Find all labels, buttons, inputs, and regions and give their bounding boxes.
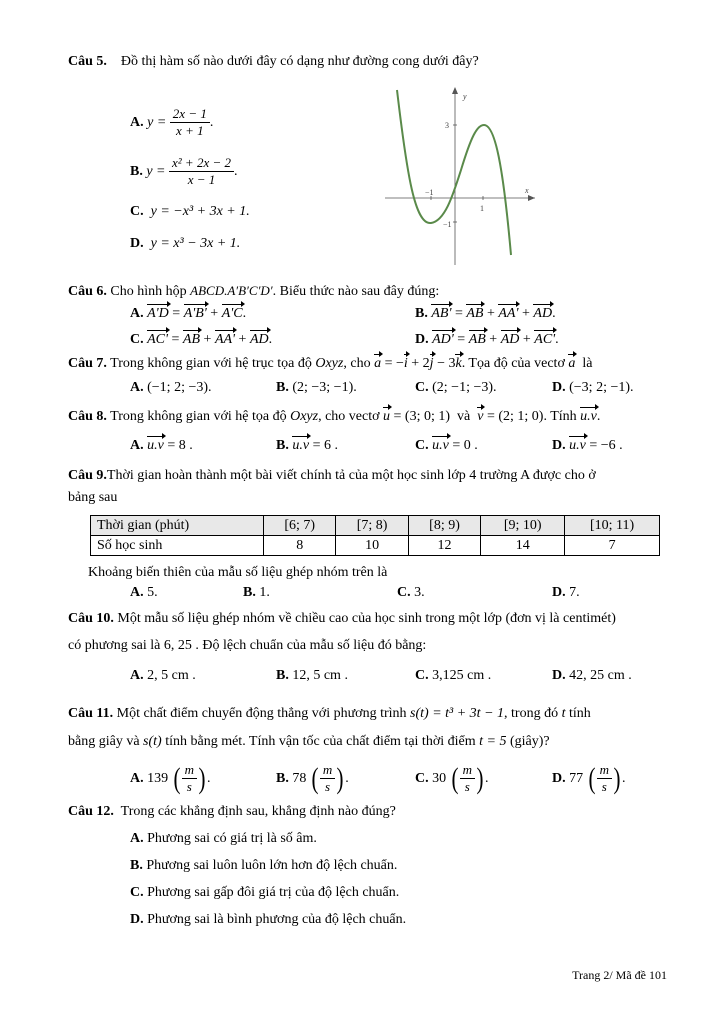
q5-option-c[interactable]: C. y = −x³ + 3x + 1.: [130, 204, 250, 219]
q9-option-d[interactable]: D. 7.: [552, 585, 580, 600]
page-footer: Trang 2/ Mã đề 101: [572, 968, 667, 982]
q6-option-d[interactable]: D. AD' = AB + AD + AC'.: [415, 332, 559, 347]
q10-option-c[interactable]: C. 3,125 cm .: [415, 668, 492, 683]
q9-option-c[interactable]: C. 3.: [397, 585, 425, 600]
q7-stem: Câu 7. Trong không gian với hệ trục tọa độ Oxyz, cho a = −i + 2j − 3k. Tọa độ của vectơ a là: [68, 356, 593, 371]
q8-option-d[interactable]: D. u.v = −6 .: [552, 438, 623, 453]
q5-option-d[interactable]: D. y = x³ − 3x + 1.: [130, 236, 241, 251]
q5-b-fraction: $\frac{\text{x² + 2x − 2}}{x - 1}$: [169, 155, 234, 188]
q7-option-d[interactable]: D. (−3; 2; −1).: [552, 380, 634, 395]
graph-y-arrow: [452, 87, 458, 94]
graph-x-arrow: [528, 195, 535, 201]
graph-curve: [397, 90, 511, 255]
q8-option-b[interactable]: B. u.v = 6 .: [276, 438, 338, 453]
graph-tick-1: 1: [480, 204, 484, 213]
q5-option-a[interactable]: A. y = $\frac{2x - 1}{x + 1}$ .: [130, 106, 214, 138]
graph-tick-neg1x: −1: [425, 188, 434, 197]
table-header-count: Số học sinh: [91, 536, 264, 556]
q6-option-c[interactable]: C. AC' = AB + AA' + AD.: [130, 332, 273, 347]
q5-a-fraction: $\frac{2x - 1}{x + 1}$: [170, 106, 210, 139]
q9-question: Khoảng biến thiên của mẫu số liệu ghép nhóm trên là: [88, 565, 388, 580]
q12-option-b[interactable]: B. Phương sai luôn luôn lớn hơn độ lệch chuẩn.: [130, 858, 398, 873]
q11-option-a[interactable]: A. 139 ( $\frac{m}{s}$ ) .: [130, 761, 211, 795]
q5-stem: [68, 54, 479, 70]
q9-stem: Câu 9.Thời gian hoàn thành một bài viết chính tả của một học sinh lớp 4 trường A được cho ở: [68, 468, 596, 483]
q7-option-b[interactable]: B. (2; −3; −1).: [276, 380, 357, 395]
graph-tick-neg1y: −1: [443, 220, 452, 229]
q7-option-c[interactable]: C. (2; −1; −3).: [415, 380, 497, 395]
q10-option-b[interactable]: B. 12, 5 cm .: [276, 668, 348, 683]
q11-option-c[interactable]: C. 30 ( $\frac{m}{s}$ ) .: [415, 761, 489, 795]
q8-stem: Câu 8. Trong không gian với hệ tọa độ Oxyz, cho vectơ u = (3; 0; 1) và v = (2; 1; 0). Tính u.v.: [68, 409, 601, 424]
q5-option-b[interactable]: B. y = $\frac{\text{x² + 2x − 2}}{x - 1}$ .: [130, 155, 238, 187]
q12-option-c[interactable]: C. Phương sai gấp đôi giá trị của độ lệch chuẩn.: [130, 885, 400, 900]
q12-option-a[interactable]: A. Phương sai có giá trị là số âm.: [130, 831, 317, 846]
graph-y-label: y: [463, 92, 467, 101]
q8-option-a[interactable]: A. u.v = 8 .: [130, 438, 193, 453]
q5-label: Câu 5.: [68, 54, 107, 69]
q12-option-d[interactable]: D. Phương sai là bình phương của độ lệch chuẩn.: [130, 912, 407, 927]
q10-stem-line2: có phương sai là 6, 25 . Độ lệch chuẩn của mẫu số liệu đó bằng:: [68, 638, 427, 653]
q9-data-table: [90, 515, 660, 556]
q9-option-a[interactable]: A. 5.: [130, 585, 158, 600]
q10-stem: Câu 10. Một mẫu số liệu ghép nhóm về chiều cao của học sinh trong một lớp (đơn vị là centimét): [68, 611, 616, 626]
graph-x-label: x: [525, 186, 529, 195]
graph-tick-3: 3: [445, 121, 449, 130]
q8-option-c[interactable]: C. u.v = 0 .: [415, 438, 478, 453]
q11-option-b[interactable]: B. 78 ( $\frac{m}{s}$ ) .: [276, 761, 349, 795]
q10-option-d[interactable]: D. 42, 25 cm .: [552, 668, 632, 683]
q5-cubic-graph: [385, 85, 535, 265]
q11-stem: Câu 11. Một chất điểm chuyển động thẳng với phương trình s(t) = t³ + 3t − 1, trong đó t tính: [68, 706, 591, 721]
q11-stem-line2: bằng giây và s(t) tính bằng mét. Tính vận tốc của chất điểm tại thời điểm t = 5 (giây)?: [68, 734, 550, 749]
table-header-time: Thời gian (phút): [91, 516, 264, 536]
q5-text: Đồ thị hàm số nào dưới đây có dạng như đường cong dưới đây?: [120, 54, 479, 69]
q10-option-a[interactable]: A. 2, 5 cm .: [130, 668, 196, 683]
q6-option-b[interactable]: B. AB' = AB + AA' + AD.: [415, 306, 556, 321]
table-row: Số học sinh 8 10 12 14 7: [91, 536, 660, 556]
table-row: Thời gian (phút) [6; 7) [7; 8) [8; 9) [9; 10) [10; 11): [91, 516, 660, 536]
q9-stem-line2: bảng sau: [68, 490, 118, 505]
q7-option-a[interactable]: A. (−1; 2; −3).: [130, 380, 212, 395]
q11-option-d[interactable]: D. 77 ( $\frac{m}{s}$ ) .: [552, 761, 626, 795]
q12-stem: Câu 12. Trong các khẳng định sau, khẳng định nào đúng?: [68, 804, 396, 819]
q6-stem: Câu 6. Cho hình hộp ABCD.A′B′C′D′. Biểu thức nào sau đây đúng:: [68, 283, 440, 299]
q6-option-a[interactable]: A. A'D = A'B' + A'C.: [130, 306, 247, 321]
q9-option-b[interactable]: B. 1.: [243, 585, 270, 600]
